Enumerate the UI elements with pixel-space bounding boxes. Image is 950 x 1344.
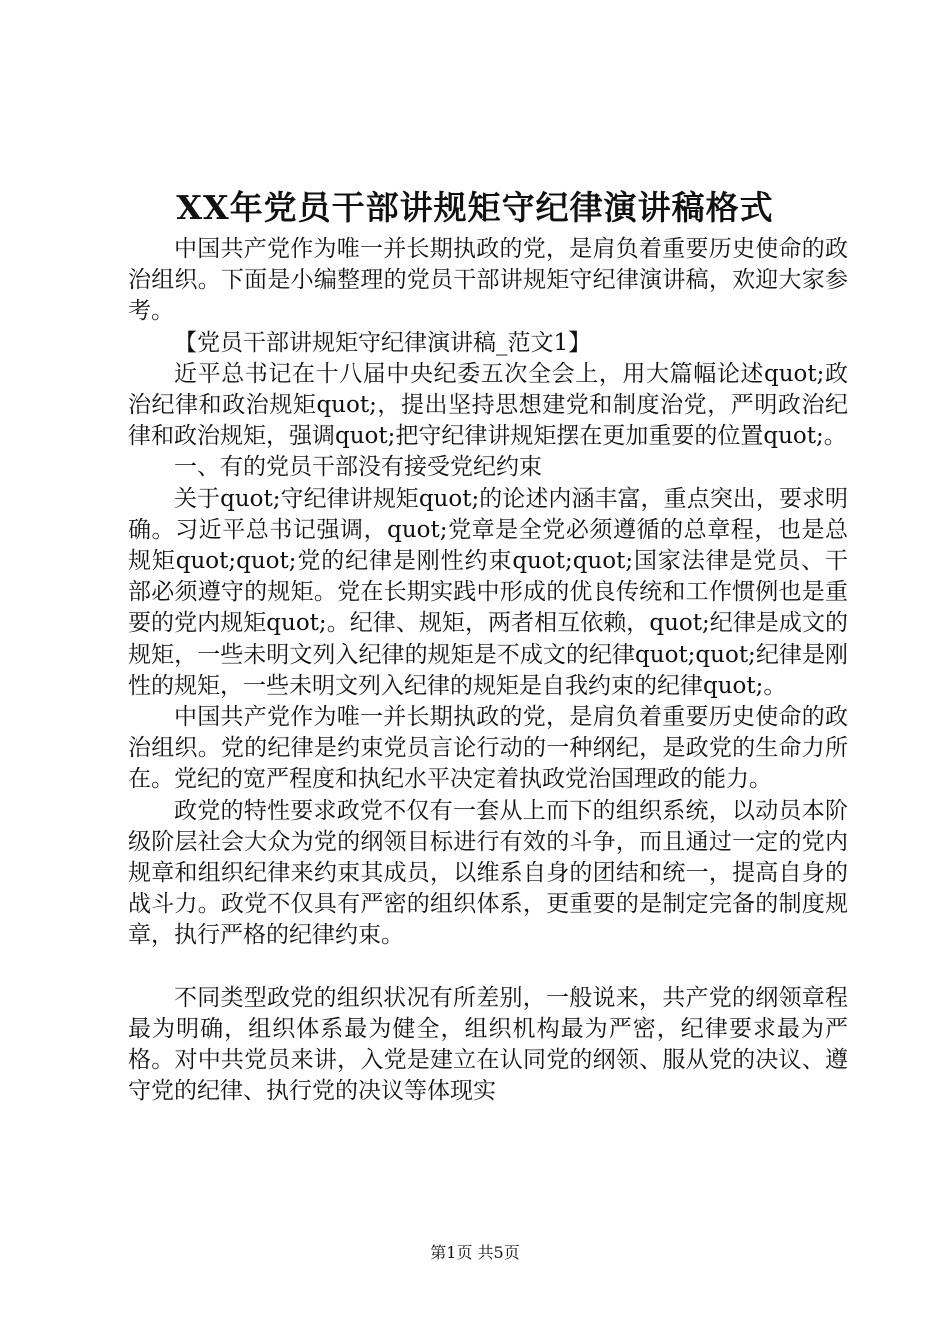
paragraph-section-heading: 【党员干部讲规矩守纪律演讲稿_范文1】	[174, 329, 592, 356]
paragraph-party-nature: 政党的特性要求政党不仅有一套从上而下的组织系统，以动员本阶级阶层社会大众为党的纲领目标进行有效的斗争，而且通过一定的党内规章和组织纪律来约束其成员，以维系自身的团结和统一，提高自身的战斗力。政党不仅具有严密的组织体系，更重要的是制定完备的制度规章，执行严格的纪律约束。	[128, 797, 848, 949]
paragraph-discipline-rules: 关于quot;守纪律讲规矩quot;的论述内涵丰富，重点突出，要求明确。习近平总书记强调，quot;党章是全党必须遵循的总章程，也是总规矩quot;quot;党的纪律是刚性约束quot;quot;国家法律是党员、干部必须遵守的规矩。党在长期实践中形成的优良传统和工作惯例也是重要的党内规矩quot;。纪律、规矩，两者相互依赖，quot;纪律是成文的规矩，一些未明文列入纪律的规矩是不成文的纪律quot;quot;纪律是刚性的规矩，一些未明文列入纪律的规矩是自我约束的纪律quot;。	[128, 485, 848, 699]
paragraph-intro: 中国共产党作为唯一并长期执政的党，是肩负着重要历史使命的政治组织。下面是小编整理的党员干部讲规矩守纪律演讲稿，欢迎大家参考。	[128, 236, 848, 325]
paragraph-party-types: 不同类型政党的组织状况有所差别，一般说来，共产党的纲领章程最为明确，组织体系最为健全，组织机构最为严密，纪律要求最为严格。对中共党员来讲，入党是建立在认同党的纲领、服从党的决议、遵守党的纪律、执行党的决议等体现实	[128, 984, 848, 1105]
document-title: XX年党员干部讲规矩守纪律演讲稿格式	[176, 188, 774, 227]
page-number-footer: 第1页 共5页	[430, 1243, 520, 1262]
paragraph-speech-opening: 近平总书记在十八届中央纪委五次全会上，用大篇幅论述quot;政治纪律和政治规矩quot;，提出坚持思想建党和制度治党，严明政治纪律和政治规矩，强调quot;把守纪律讲规矩摆在更加重要的位置quot;。	[128, 360, 848, 450]
document-body	[128, 234, 848, 1107]
paragraph-subheading: 一、有的党员干部没有接受党纪约束	[174, 454, 542, 481]
paragraph-party-mission: 中国共产党作为唯一并长期执政的党，是肩负着重要历史使命的政治组织。党的纪律是约束党员言论行动的一种纲纪，是政党的生命力所在。党纪的宽严程度和执纪水平决定着执政党治国理政的能力。	[128, 704, 848, 793]
